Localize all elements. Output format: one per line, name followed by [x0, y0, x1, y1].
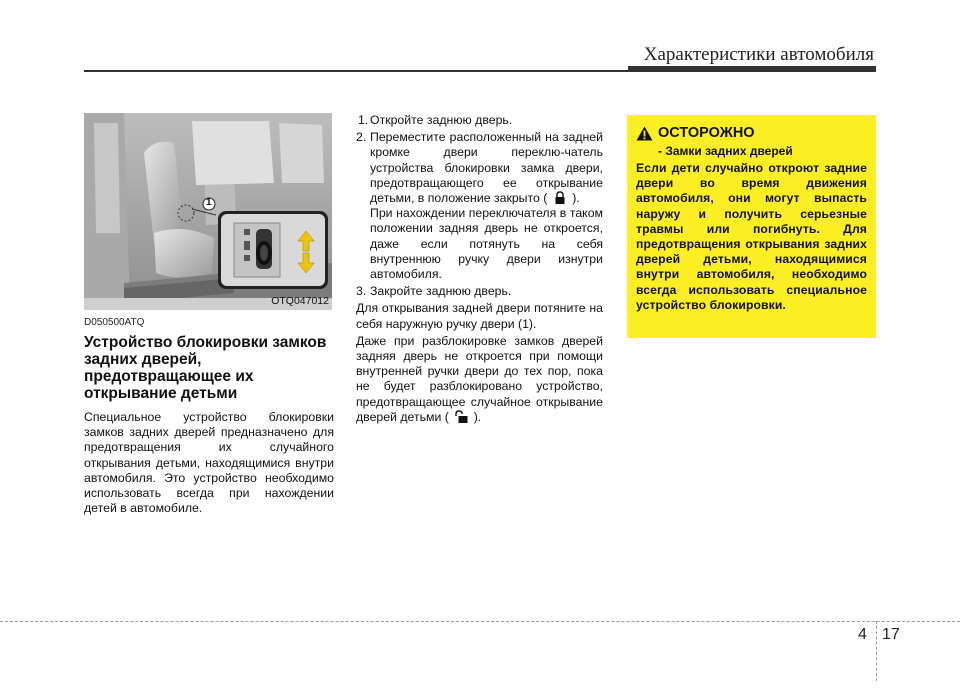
- chapter-number: 4: [858, 626, 867, 643]
- step-text: Откройте заднюю дверь.: [370, 113, 513, 127]
- step-2-text-a: Переместите расположенный на задней кромке двери переклю-чатель устройства блокировки замка двери, предотвращающего ее открывание детьми, в положение закрыто (: [370, 130, 603, 206]
- footer-rule: [0, 621, 960, 622]
- warning-header: [636, 125, 867, 141]
- step-number: 3.: [356, 284, 367, 299]
- section-code: D050500ATQ: [84, 317, 145, 328]
- step-2-text-c: При нахождении переключателя в таком положении задняя дверь не откроется, даже если потянуть на себя внутреннюю ручку двери изнутри автомобиля.: [370, 206, 603, 282]
- page-number: 17: [882, 626, 900, 643]
- header-bar: [628, 66, 876, 72]
- footer-separator: [876, 621, 878, 681]
- step-number: 1.: [358, 113, 369, 127]
- section-intro: [84, 317, 334, 516]
- warning-subtitle: - Замки задних дверей: [658, 144, 793, 158]
- header-title: Характеристики автомобиля: [643, 44, 874, 65]
- car-interior-illustration: [84, 113, 332, 310]
- step-1: [356, 113, 603, 128]
- step-2: [356, 130, 603, 282]
- figure-code: OTQ047012: [271, 295, 329, 307]
- warning-text: Если дети случайно откроют задние двери во время движения автомобиля, они могут выпасть наружу и получить серьезные травмы или погибнуть. Для предотвращения открывания задних дверей детьми, находящимися внутри автомобиля, необходимо всегда использовать специальное устройство блокировки.: [636, 161, 867, 312]
- paragraph-open-door: Для открывания задней двери потяните на себя наружную ручку двери (1).: [356, 301, 603, 331]
- step-text: [370, 130, 603, 282]
- warning-title: ОСТОРОЖНО: [658, 125, 755, 141]
- lock-open-icon: [454, 410, 468, 424]
- step-3: [356, 284, 603, 299]
- paragraph-unlock-text-a: Даже при разблокировке замков дверей задняя дверь не откроется при помощи внутренней ручки двери до тех пор, пока не будет разблокировано устройство, предотвращающее случайное открывание дверей детьми (: [356, 333, 603, 424]
- section-body: Специальное устройство блокировки замков задних дверей предназначено для предотвращения их случайного открывания детьми, находящимися внутри автомобиля. Это устройство необходимо использовать всегда при нахождении детей в автомобиле.: [84, 410, 334, 516]
- instructions: [356, 113, 603, 425]
- section-title: Устройство блокировки замков задних дверей, предотвращающее их открывание детьми: [84, 334, 327, 402]
- lock-closed-icon: [553, 191, 567, 205]
- paragraph-unlock-note: [356, 334, 603, 425]
- step-text: Закройте заднюю дверь.: [370, 284, 512, 299]
- figure-child-lock: [84, 113, 332, 310]
- step-number: 2.: [356, 130, 367, 145]
- paragraph-unlock-text-b: ).: [473, 409, 482, 424]
- warning-triangle-icon: [636, 126, 653, 141]
- warning-box: [627, 115, 876, 338]
- step-2-text-b: ).: [572, 191, 580, 206]
- figure-callout: 1: [206, 197, 212, 208]
